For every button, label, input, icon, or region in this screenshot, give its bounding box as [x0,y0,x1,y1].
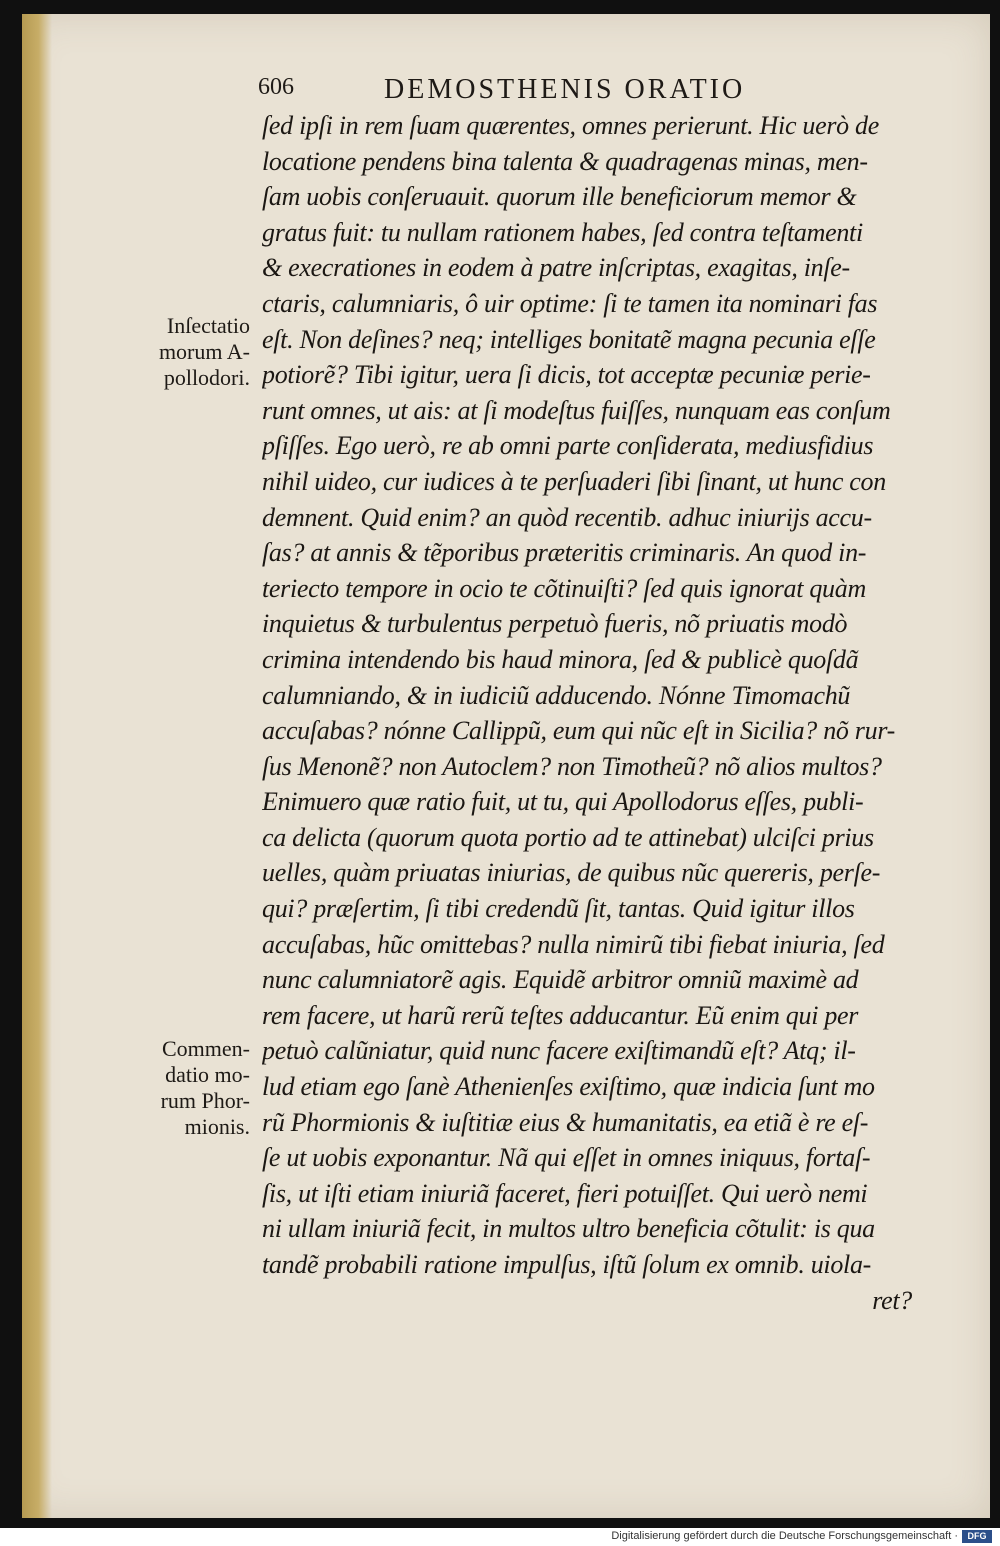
page-header [258,74,828,108]
text-line: lud etiam ego ſanè Athenienſes exiſtimo, quæ indicia ſunt mo [262,1072,875,1102]
text-line: ſed ipſi in rem ſuam quærentes, omnes perierunt. Hic uerò de [262,111,879,140]
text-line: uelles, quàm priuatas iniurias, de quibus nũc quereris, perſe- [262,858,881,888]
margin-note-line: Commen- [162,1036,250,1061]
margin-note-line: pollodori. [163,365,250,390]
text-line: potiorẽ? Tibi igitur, uera ſi dicis, tot acceptæ pecuniæ perie- [262,360,871,390]
margin-note-line: datio mo- [165,1062,250,1087]
text-line-catchword: ret? [872,1285,912,1315]
digitization-footer [0,1528,1000,1546]
text-line: Enimuero quæ ratio fuit, ut tu, qui Apollodorus eſſes, publi- [262,787,864,817]
margin-note-commendatio [110,1036,250,1140]
text-line: pſiſſes. Ego uerò, re ab omni parte conſiderata, mediusfidius [262,431,874,461]
body-text [262,108,912,1318]
text-line: inquietus & turbulentus perpetuò fueris, nõ priuatis modò [262,609,848,639]
text-line: eſt. Non deſines? neq; intelliges bonitatẽ magna pecunia eſſe [262,324,876,354]
text-line: ſis, ut iſti etiam iniuriã faceret, fieri potuiſſet. Qui uerò nemi [262,1178,868,1208]
text-line: runt omnes, ut ais: at ſi modeſtus fuiſſes, nunquam eas conſum [262,395,891,425]
text-line: petuò calũniatur, quid nunc facere exiſtimandũ eſt? Atq; il- [262,1036,856,1066]
margin-note-line: morum A- [158,339,250,364]
text-line: ſam uobis conſeruauit. quorum ille beneficiorum memor & [262,182,857,212]
margin-note-line: mionis. [184,1114,250,1139]
text-line: rũ Phormionis & iuſtitiæ eius & humanitatis, ea etiã è re eſ- [262,1107,869,1137]
text-line: rem facere, ut harũ rerũ teſtes adducantur. Eũ enim qui per [262,1000,859,1030]
text-line: nunc calumniatorẽ agis. Equidẽ arbitror omniũ maximè ad [262,965,859,995]
margin-note-insectatio [110,313,250,391]
page-binding-edge [22,14,52,1518]
text-line: ſus Menonẽ? non Autoclem? non Timotheũ? nõ alios multos? [262,751,882,781]
text-line: demnent. Quid enim? an quòd recentib. adhuc iniurijs accu- [262,502,872,532]
text-line: ſas? at annis & tẽporibus præteritis criminaris. An quod in- [262,538,867,568]
text-line: crimina intendendo bis haud minora, ſed & publicè quoſdã [262,644,859,674]
text-line: nihil uideo, cur iudices à te perſuaderi ſibi ſinant, ut hunc con [262,466,886,496]
text-line: tandẽ probabili ratione impulſus, iſtũ ſolum ex omnib. uiola- [262,1250,872,1279]
text-line: qui? præſertim, ſi tibi credendũ ſit, tantas. Quid igitur illos [262,894,855,924]
margin-note-line: Inſectatio [166,313,250,338]
text-line: accuſabas, hũc omittebas? nulla nimirũ tibi fiebat iniuria, ſed [262,929,885,959]
text-line: calumniando, & in iudiciũ adducendo. Nónne Timomachũ [262,680,851,710]
text-line: & execrationes in eodem à patre inſcriptas, exagitas, inſe- [262,253,850,283]
margin-note-line: rum Phor- [160,1088,250,1113]
text-line: gratus fuit: tu nullam rationem habes, ſed contra teſtamenti [262,217,863,247]
dfg-logo-icon: DFG [962,1530,992,1543]
page-number: 606 [258,74,294,100]
dfg-credit: Digitalisierung gefördert durch die Deutsche Forschungsgemeinschaft · [611,1530,958,1542]
text-line: ni ullam iniuriã fecit, in multos ultro beneficia cõtulit: is qua [262,1214,875,1244]
text-line: ſe ut uobis exponantur. Nã qui eſſet in omnes iniquus, fortaſ- [262,1143,871,1173]
running-title: DEMOSTHENIS ORATIO [384,74,746,105]
text-line: locatione pendens bina talenta & quadragenas minas, men- [262,146,868,176]
text-line: accuſabas? nónne Callippũ, eum qui nũc eſt in Sicilia? nõ rur- [262,716,895,746]
text-line: ca delicta (quorum quota portio ad te attinebat) ulciſci prius [262,822,874,852]
text-line: teriecto tempore in ocio te cõtinuiſti? ſed quis ignorat quàm [262,573,866,603]
text-line: ctaris, calumniaris, ô uir optime: ſi te tamen ita nominari fas [262,288,878,318]
